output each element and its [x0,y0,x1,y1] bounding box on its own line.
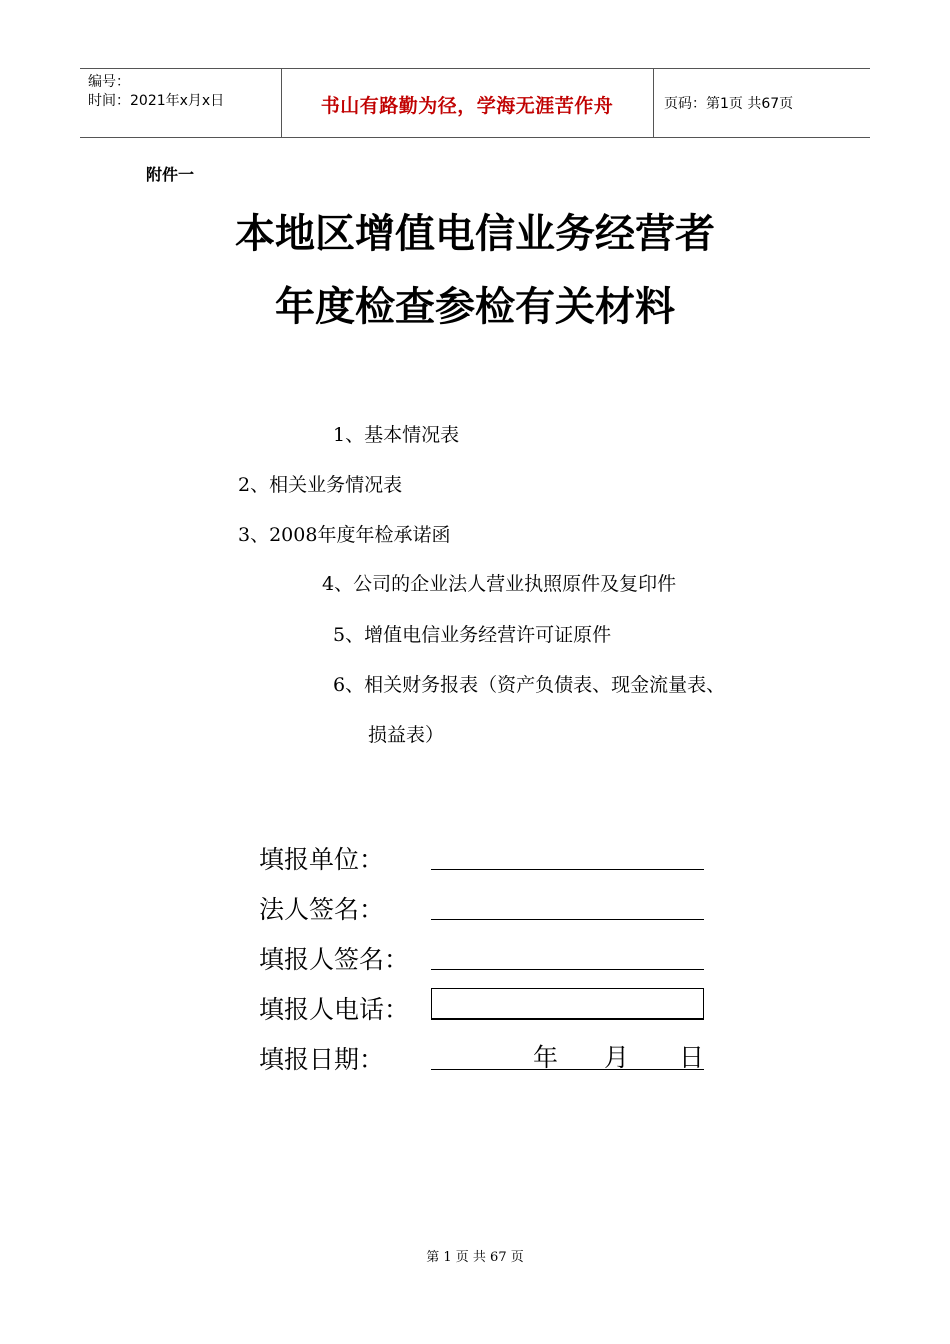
legal-sign-label: 法人签名： [259,895,385,924]
month-char: 月 [604,1043,630,1072]
unit-field[interactable] [431,869,704,870]
day-char: 日 [679,1043,705,1072]
header-page-cell [654,69,870,137]
header-meta-cell [80,69,282,137]
motto: 书山有路勤为径，学海无涯苦作舟 [320,95,614,117]
list-item: 4、公司的企业法人营业执照原件及复印件 [322,573,677,595]
header-table [80,68,870,138]
list-item: 1、基本情况表 [333,424,460,446]
attachment-label: 附件一 [146,165,195,184]
date-underline [431,1069,704,1070]
unit-label: 填报单位： [259,845,385,874]
list-item: 5、增值电信业务经营许可证原件 [333,624,612,646]
legal-sign-field[interactable] [431,919,704,920]
list-item: 6、相关财务报表（资产负债表、现金流量表、 [333,674,726,696]
page-info: 页码：第1页 共67页 [664,96,794,112]
date-field[interactable] [431,1038,704,1070]
filler-sign-field[interactable] [431,969,704,970]
page-footer: 第 1 页 共 67 页 [426,1250,524,1265]
header-motto-cell [281,69,654,137]
list-item: 2、相关业务情况表 [238,474,403,496]
year-char: 年 [533,1043,559,1072]
list-item-continuation: 损益表） [368,724,445,746]
document-title-line2: 年度检查参检有关材料 [275,284,675,330]
date-label: 填报日期： [259,1045,385,1074]
filler-sign-label: 填报人签名： [259,945,410,974]
filler-phone-label: 填报人电话： [259,995,410,1024]
document-date: 时间：2021年x月x日 [88,93,225,109]
document-number-label: 编号： [88,74,130,90]
list-item: 3、2008年度年检承诺函 [238,524,451,546]
filler-phone-field[interactable] [431,988,704,1020]
document-title-line1: 本地区增值电信业务经营者 [235,211,715,257]
